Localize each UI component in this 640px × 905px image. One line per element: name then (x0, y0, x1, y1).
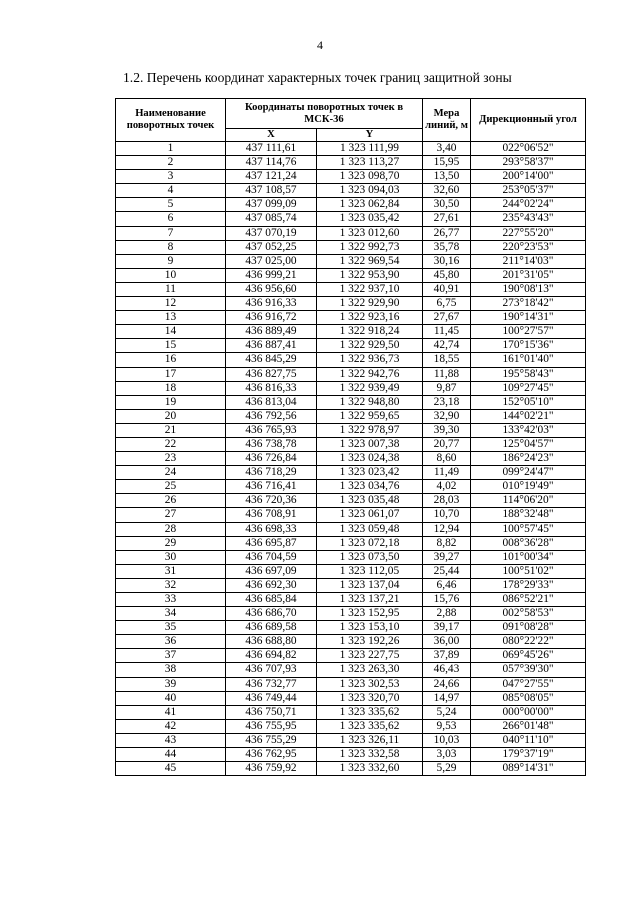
point-number-cell: 26 (116, 494, 226, 508)
y-coordinate-cell: 1 323 137,21 (317, 593, 423, 607)
point-number-cell: 19 (116, 395, 226, 409)
point-number-cell: 12 (116, 297, 226, 311)
x-coordinate-cell: 436 956,60 (226, 282, 317, 296)
line-length-cell: 45,80 (423, 268, 471, 282)
direction-angle-cell: 253°05'37" (471, 184, 586, 198)
direction-angle-cell: 133°42'03" (471, 423, 586, 437)
header-point: Наименование поворотных точек (116, 99, 226, 142)
direction-angle-cell: 188°32'48" (471, 508, 586, 522)
point-number-cell: 14 (116, 325, 226, 339)
point-number-cell: 29 (116, 536, 226, 550)
line-length-cell: 35,78 (423, 240, 471, 254)
table-row (116, 480, 586, 494)
point-number-cell: 7 (116, 226, 226, 240)
direction-angle-cell: 100°27'57" (471, 325, 586, 339)
direction-angle-cell: 114°06'20" (471, 494, 586, 508)
y-coordinate-cell: 1 322 923,16 (317, 311, 423, 325)
y-coordinate-cell: 1 323 024,38 (317, 452, 423, 466)
y-coordinate-cell: 1 323 035,48 (317, 494, 423, 508)
x-coordinate-cell: 436 697,09 (226, 564, 317, 578)
direction-angle-cell: 170°15'36" (471, 339, 586, 353)
x-coordinate-cell: 436 889,49 (226, 325, 317, 339)
x-coordinate-cell: 436 755,29 (226, 733, 317, 747)
x-coordinate-cell: 436 708,91 (226, 508, 317, 522)
line-length-cell: 28,03 (423, 494, 471, 508)
y-coordinate-cell: 1 323 152,95 (317, 607, 423, 621)
direction-angle-cell: 178°29'33" (471, 578, 586, 592)
table-row (116, 663, 586, 677)
line-length-cell: 32,90 (423, 409, 471, 423)
y-coordinate-cell: 1 323 113,27 (317, 156, 423, 170)
line-length-cell: 3,03 (423, 748, 471, 762)
point-number-cell: 13 (116, 311, 226, 325)
direction-angle-cell: 080°22'22" (471, 635, 586, 649)
direction-angle-cell: 069°45'26" (471, 649, 586, 663)
y-coordinate-cell: 1 322 929,90 (317, 297, 423, 311)
x-coordinate-cell: 436 695,87 (226, 536, 317, 550)
point-number-cell: 6 (116, 212, 226, 226)
direction-angle-cell: 266°01'48" (471, 719, 586, 733)
direction-angle-cell: 227°55'20" (471, 226, 586, 240)
y-coordinate-cell: 1 323 073,50 (317, 550, 423, 564)
line-length-cell: 30,50 (423, 198, 471, 212)
y-coordinate-cell: 1 323 320,70 (317, 691, 423, 705)
x-coordinate-cell: 436 813,04 (226, 395, 317, 409)
line-length-cell: 46,43 (423, 663, 471, 677)
direction-angle-cell: 100°51'02" (471, 564, 586, 578)
table-body (116, 142, 586, 776)
table-row (116, 550, 586, 564)
table-row (116, 156, 586, 170)
x-coordinate-cell: 436 704,59 (226, 550, 317, 564)
table-row (116, 437, 586, 451)
table-row (116, 522, 586, 536)
x-coordinate-cell: 436 759,92 (226, 762, 317, 776)
x-coordinate-cell: 436 749,44 (226, 691, 317, 705)
line-length-cell: 39,17 (423, 621, 471, 635)
y-coordinate-cell: 1 323 335,62 (317, 705, 423, 719)
direction-angle-cell: 195°58'43" (471, 367, 586, 381)
x-coordinate-cell: 436 845,29 (226, 353, 317, 367)
x-coordinate-cell: 436 762,95 (226, 748, 317, 762)
table-row (116, 198, 586, 212)
line-length-cell: 3,40 (423, 142, 471, 156)
direction-angle-cell: 040°11'10" (471, 733, 586, 747)
y-coordinate-cell: 1 323 007,38 (317, 437, 423, 451)
x-coordinate-cell: 437 111,61 (226, 142, 317, 156)
line-length-cell: 10,70 (423, 508, 471, 522)
direction-angle-cell: 109°27'45" (471, 381, 586, 395)
table-row (116, 226, 586, 240)
line-length-cell: 30,16 (423, 254, 471, 268)
point-number-cell: 35 (116, 621, 226, 635)
y-coordinate-cell: 1 323 111,99 (317, 142, 423, 156)
table-row (116, 353, 586, 367)
direction-angle-cell: 099°24'47" (471, 466, 586, 480)
y-coordinate-cell: 1 323 302,53 (317, 677, 423, 691)
point-number-cell: 45 (116, 762, 226, 776)
line-length-cell: 15,76 (423, 593, 471, 607)
x-coordinate-cell: 436 732,77 (226, 677, 317, 691)
line-length-cell: 11,88 (423, 367, 471, 381)
table-row (116, 705, 586, 719)
direction-angle-cell: 086°52'21" (471, 593, 586, 607)
y-coordinate-cell: 1 323 112,05 (317, 564, 423, 578)
header-x: X (226, 129, 317, 142)
point-number-cell: 44 (116, 748, 226, 762)
point-number-cell: 37 (116, 649, 226, 663)
coordinates-table (115, 98, 586, 776)
direction-angle-cell: 010°19'49" (471, 480, 586, 494)
x-coordinate-cell: 437 025,00 (226, 254, 317, 268)
table-row (116, 621, 586, 635)
table-row (116, 268, 586, 282)
x-coordinate-cell: 437 052,25 (226, 240, 317, 254)
point-number-cell: 8 (116, 240, 226, 254)
direction-angle-cell: 235°43'43" (471, 212, 586, 226)
table-row (116, 677, 586, 691)
direction-angle-cell: 211°14'03" (471, 254, 586, 268)
table-row (116, 593, 586, 607)
table-row (116, 762, 586, 776)
direction-angle-cell: 186°24'23" (471, 452, 586, 466)
x-coordinate-cell: 436 694,82 (226, 649, 317, 663)
header-line-length: Мера линий, м (423, 99, 471, 142)
point-number-cell: 17 (116, 367, 226, 381)
x-coordinate-cell: 436 887,41 (226, 339, 317, 353)
table-row (116, 452, 586, 466)
line-length-cell: 39,30 (423, 423, 471, 437)
table-row (116, 142, 586, 156)
point-number-cell: 10 (116, 268, 226, 282)
line-length-cell: 8,60 (423, 452, 471, 466)
x-coordinate-cell: 436 716,41 (226, 480, 317, 494)
x-coordinate-cell: 436 916,72 (226, 311, 317, 325)
line-length-cell: 20,77 (423, 437, 471, 451)
direction-angle-cell: 125°04'57" (471, 437, 586, 451)
point-number-cell: 2 (116, 156, 226, 170)
direction-angle-cell: 008°36'28" (471, 536, 586, 550)
x-coordinate-cell: 436 689,58 (226, 621, 317, 635)
table-row (116, 423, 586, 437)
x-coordinate-cell: 436 916,33 (226, 297, 317, 311)
table-row (116, 607, 586, 621)
direction-angle-cell: 091°08'28" (471, 621, 586, 635)
y-coordinate-cell: 1 323 335,62 (317, 719, 423, 733)
y-coordinate-cell: 1 323 061,07 (317, 508, 423, 522)
point-number-cell: 18 (116, 381, 226, 395)
point-number-cell: 30 (116, 550, 226, 564)
point-number-cell: 33 (116, 593, 226, 607)
page-number: 4 (317, 38, 323, 52)
y-coordinate-cell: 1 323 192,26 (317, 635, 423, 649)
y-coordinate-cell: 1 323 137,04 (317, 578, 423, 592)
x-coordinate-cell: 436 718,29 (226, 466, 317, 480)
line-length-cell: 42,74 (423, 339, 471, 353)
line-length-cell: 37,89 (423, 649, 471, 663)
point-number-cell: 15 (116, 339, 226, 353)
section-heading: 1.2. Перечень координат характерных точек границ защитной зоны (123, 70, 512, 85)
x-coordinate-cell: 437 114,76 (226, 156, 317, 170)
table-row (116, 325, 586, 339)
x-coordinate-cell: 436 816,33 (226, 381, 317, 395)
y-coordinate-cell: 1 322 978,97 (317, 423, 423, 437)
table-row (116, 395, 586, 409)
line-length-cell: 13,50 (423, 170, 471, 184)
header-y: Y (317, 129, 423, 142)
direction-angle-cell: 047°27'55" (471, 677, 586, 691)
x-coordinate-cell: 436 688,80 (226, 635, 317, 649)
line-length-cell: 40,91 (423, 282, 471, 296)
y-coordinate-cell: 1 323 035,42 (317, 212, 423, 226)
y-coordinate-cell: 1 322 918,24 (317, 325, 423, 339)
x-coordinate-cell: 436 720,36 (226, 494, 317, 508)
point-number-cell: 1 (116, 142, 226, 156)
direction-angle-cell: 101°00'34" (471, 550, 586, 564)
y-coordinate-cell: 1 322 948,80 (317, 395, 423, 409)
point-number-cell: 4 (116, 184, 226, 198)
y-coordinate-cell: 1 323 059,48 (317, 522, 423, 536)
y-coordinate-cell: 1 323 023,42 (317, 466, 423, 480)
direction-angle-cell: 273°18'42" (471, 297, 586, 311)
x-coordinate-cell: 436 750,71 (226, 705, 317, 719)
direction-angle-cell: 089°14'31" (471, 762, 586, 776)
point-number-cell: 40 (116, 691, 226, 705)
x-coordinate-cell: 436 827,75 (226, 367, 317, 381)
line-length-cell: 24,66 (423, 677, 471, 691)
direction-angle-cell: 152°05'10" (471, 395, 586, 409)
direction-angle-cell: 100°57'45" (471, 522, 586, 536)
table-row (116, 409, 586, 423)
y-coordinate-cell: 1 323 098,70 (317, 170, 423, 184)
table-row (116, 748, 586, 762)
table-row (116, 508, 586, 522)
line-length-cell: 26,77 (423, 226, 471, 240)
table-row (116, 578, 586, 592)
direction-angle-cell: 057°39'30" (471, 663, 586, 677)
x-coordinate-cell: 436 792,56 (226, 409, 317, 423)
point-number-cell: 38 (116, 663, 226, 677)
x-coordinate-cell: 436 686,70 (226, 607, 317, 621)
y-coordinate-cell: 1 322 939,49 (317, 381, 423, 395)
line-length-cell: 23,18 (423, 395, 471, 409)
y-coordinate-cell: 1 323 332,58 (317, 748, 423, 762)
header-coordinates: Координаты поворотных точек в МСК-36 (226, 99, 423, 129)
table-row (116, 536, 586, 550)
table-row (116, 367, 586, 381)
direction-angle-cell: 000°00'00" (471, 705, 586, 719)
x-coordinate-cell: 437 099,09 (226, 198, 317, 212)
y-coordinate-cell: 1 322 937,10 (317, 282, 423, 296)
direction-angle-cell: 144°02'21" (471, 409, 586, 423)
y-coordinate-cell: 1 322 992,73 (317, 240, 423, 254)
x-coordinate-cell: 437 085,74 (226, 212, 317, 226)
line-length-cell: 6,75 (423, 297, 471, 311)
x-coordinate-cell: 436 765,93 (226, 423, 317, 437)
point-number-cell: 34 (116, 607, 226, 621)
line-length-cell: 9,87 (423, 381, 471, 395)
y-coordinate-cell: 1 323 094,03 (317, 184, 423, 198)
point-number-cell: 25 (116, 480, 226, 494)
direction-angle-cell: 244°02'24" (471, 198, 586, 212)
line-length-cell: 25,44 (423, 564, 471, 578)
table-row (116, 184, 586, 198)
table-row (116, 635, 586, 649)
x-coordinate-cell: 436 726,84 (226, 452, 317, 466)
direction-angle-cell: 179°37'19" (471, 748, 586, 762)
table-row (116, 691, 586, 705)
y-coordinate-cell: 1 323 153,10 (317, 621, 423, 635)
direction-angle-cell: 201°31'05" (471, 268, 586, 282)
x-coordinate-cell: 436 738,78 (226, 437, 317, 451)
table-row (116, 466, 586, 480)
table-row (116, 719, 586, 733)
table-row (116, 254, 586, 268)
table-row (116, 311, 586, 325)
point-number-cell: 28 (116, 522, 226, 536)
line-length-cell: 32,60 (423, 184, 471, 198)
y-coordinate-cell: 1 322 953,90 (317, 268, 423, 282)
table-row (116, 381, 586, 395)
direction-angle-cell: 200°14'00" (471, 170, 586, 184)
point-number-cell: 43 (116, 733, 226, 747)
line-length-cell: 6,46 (423, 578, 471, 592)
x-coordinate-cell: 437 121,24 (226, 170, 317, 184)
point-number-cell: 9 (116, 254, 226, 268)
point-number-cell: 42 (116, 719, 226, 733)
x-coordinate-cell: 437 108,57 (226, 184, 317, 198)
direction-angle-cell: 293°58'37" (471, 156, 586, 170)
y-coordinate-cell: 1 323 326,11 (317, 733, 423, 747)
point-number-cell: 23 (116, 452, 226, 466)
line-length-cell: 15,95 (423, 156, 471, 170)
header-direction-angle: Дирекционный угол (471, 99, 586, 142)
point-number-cell: 3 (116, 170, 226, 184)
point-number-cell: 41 (116, 705, 226, 719)
point-number-cell: 39 (116, 677, 226, 691)
table-row (116, 494, 586, 508)
line-length-cell: 2,88 (423, 607, 471, 621)
table-row (116, 240, 586, 254)
direction-angle-cell: 022°06'52" (471, 142, 586, 156)
direction-angle-cell: 085°08'05" (471, 691, 586, 705)
table-row (116, 733, 586, 747)
x-coordinate-cell: 436 692,30 (226, 578, 317, 592)
line-length-cell: 27,61 (423, 212, 471, 226)
line-length-cell: 5,24 (423, 705, 471, 719)
line-length-cell: 12,94 (423, 522, 471, 536)
y-coordinate-cell: 1 322 929,50 (317, 339, 423, 353)
point-number-cell: 31 (116, 564, 226, 578)
y-coordinate-cell: 1 323 034,76 (317, 480, 423, 494)
y-coordinate-cell: 1 323 263,30 (317, 663, 423, 677)
y-coordinate-cell: 1 322 969,54 (317, 254, 423, 268)
y-coordinate-cell: 1 322 936,73 (317, 353, 423, 367)
y-coordinate-cell: 1 323 227,75 (317, 649, 423, 663)
line-length-cell: 10,03 (423, 733, 471, 747)
x-coordinate-cell: 436 755,95 (226, 719, 317, 733)
table-row (116, 339, 586, 353)
line-length-cell: 36,00 (423, 635, 471, 649)
line-length-cell: 27,67 (423, 311, 471, 325)
table-row (116, 564, 586, 578)
point-number-cell: 32 (116, 578, 226, 592)
point-number-cell: 11 (116, 282, 226, 296)
line-length-cell: 11,45 (423, 325, 471, 339)
x-coordinate-cell: 436 698,33 (226, 522, 317, 536)
line-length-cell: 14,97 (423, 691, 471, 705)
line-length-cell: 5,29 (423, 762, 471, 776)
x-coordinate-cell: 436 999,21 (226, 268, 317, 282)
y-coordinate-cell: 1 322 942,76 (317, 367, 423, 381)
point-number-cell: 24 (116, 466, 226, 480)
line-length-cell: 18,55 (423, 353, 471, 367)
y-coordinate-cell: 1 323 012,60 (317, 226, 423, 240)
y-coordinate-cell: 1 322 959,65 (317, 409, 423, 423)
line-length-cell: 9,53 (423, 719, 471, 733)
point-number-cell: 16 (116, 353, 226, 367)
table-row (116, 170, 586, 184)
y-coordinate-cell: 1 323 332,60 (317, 762, 423, 776)
point-number-cell: 27 (116, 508, 226, 522)
y-coordinate-cell: 1 323 072,18 (317, 536, 423, 550)
x-coordinate-cell: 437 070,19 (226, 226, 317, 240)
point-number-cell: 22 (116, 437, 226, 451)
point-number-cell: 20 (116, 409, 226, 423)
direction-angle-cell: 190°14'31" (471, 311, 586, 325)
direction-angle-cell: 220°23'53" (471, 240, 586, 254)
table-row (116, 297, 586, 311)
direction-angle-cell: 190°08'13" (471, 282, 586, 296)
table-row (116, 649, 586, 663)
line-length-cell: 39,27 (423, 550, 471, 564)
table-row (116, 212, 586, 226)
direction-angle-cell: 161°01'40" (471, 353, 586, 367)
direction-angle-cell: 002°58'53" (471, 607, 586, 621)
line-length-cell: 8,82 (423, 536, 471, 550)
line-length-cell: 4,02 (423, 480, 471, 494)
x-coordinate-cell: 436 707,93 (226, 663, 317, 677)
point-number-cell: 5 (116, 198, 226, 212)
x-coordinate-cell: 436 685,84 (226, 593, 317, 607)
y-coordinate-cell: 1 323 062,84 (317, 198, 423, 212)
point-number-cell: 36 (116, 635, 226, 649)
point-number-cell: 21 (116, 423, 226, 437)
table-row (116, 282, 586, 296)
line-length-cell: 11,49 (423, 466, 471, 480)
